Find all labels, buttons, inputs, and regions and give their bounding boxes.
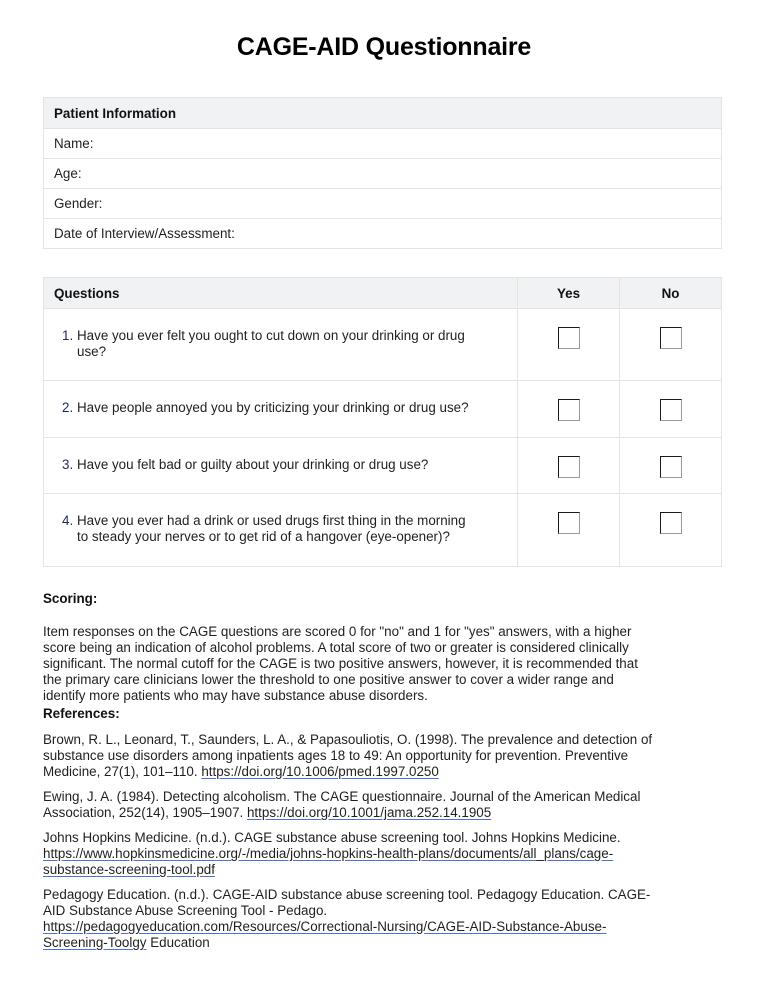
scoring-line: score being an indication of alcohol problems. A total score of two or greater is considered clinically — [43, 640, 629, 655]
questions-table — [43, 277, 722, 567]
reference-link[interactable]: https://www.hopkinsmedicine.org/-/media/johns-hopkins-health-plans/documents/all_plans/cage- — [43, 846, 614, 861]
reference-line: Ewing, J. A. (1984). Detecting alcoholism. The CAGE questionnaire. Journal of the American Medical — [43, 789, 641, 804]
question-number: 4. — [62, 513, 74, 528]
scoring-line: significant. The normal cutoff for the CAGE is two positive answers, however, it is recommended that — [43, 656, 638, 671]
question-text: Have you ever had a drink or used drugs first thing in the morning — [77, 513, 466, 528]
age-field[interactable]: Age: — [44, 159, 722, 189]
references-heading: References: — [43, 706, 120, 721]
question-row-3 — [44, 438, 722, 494]
question-number: 1. — [62, 328, 74, 343]
gender-field[interactable]: Gender: — [44, 189, 722, 219]
yes-checkbox-1[interactable] — [558, 327, 580, 349]
reference-line: Brown, R. L., Leonard, T., Saunders, L. A., & Papasouliotis, O. (1998). The prevalence and detection of — [43, 732, 653, 747]
reference-line: Medicine, 27(1), 101–110. — [43, 764, 202, 779]
name-field[interactable]: Name: — [44, 129, 722, 159]
scoring-line: Item responses on the CAGE questions are scored 0 for "no" and 1 for "yes" answers, with a higher — [43, 624, 632, 639]
scoring-line: the primary care clinicians lower the threshold to one positive answer to cover a wider range and — [43, 672, 614, 687]
scoring-heading: Scoring: — [43, 591, 98, 606]
question-row-2 — [44, 381, 722, 438]
reference-line: Association, 252(14), 1905–1907. — [43, 805, 247, 820]
no-checkbox-1[interactable] — [660, 327, 682, 349]
reference-link-cont[interactable]: substance-screening-tool.pdf — [43, 862, 215, 877]
reference-item — [43, 830, 723, 878]
reference-line: Pedagogy Education. (n.d.). CAGE-AID substance abuse screening tool. Pedagogy Education. CAGE- — [43, 887, 651, 902]
yes-checkbox-2[interactable] — [558, 399, 580, 421]
yes-header: Yes — [518, 278, 620, 309]
no-header: No — [620, 278, 722, 309]
questions-header: Questions — [44, 278, 518, 309]
question-number: 2. — [62, 400, 74, 415]
question-row-4 — [44, 494, 722, 567]
reference-item — [43, 887, 723, 951]
reference-link[interactable]: https://pedagogyeducation.com/Resources/Correctional-Nursing/CAGE-AID-Substance-Abuse- — [43, 919, 607, 934]
reference-link[interactable]: https://doi.org/10.1001/jama.252.14.1905 — [246, 805, 492, 820]
question-text-cont: use? — [77, 344, 107, 359]
question-row-1 — [44, 309, 722, 381]
reference-line: substance use disorders among inpatients ages 18 to 49: An opportunity for prevention. Preventive — [43, 748, 629, 763]
patient-info-table — [43, 97, 722, 249]
reference-line: AID Substance Abuse Screening Tool - Pedago. — [43, 903, 328, 918]
reference-line: Johns Hopkins Medicine. (n.d.). CAGE substance abuse screening tool. Johns Hopkins Medicine. — [43, 830, 621, 845]
scoring-line: identify more patients who may have substance abuse disorders. — [43, 688, 428, 703]
question-text-cont: to steady your nerves or to get rid of a hangover (eye-opener)? — [77, 529, 450, 544]
reference-item — [43, 732, 723, 780]
question-text: Have you felt bad or guilty about your drinking or drug use? — [77, 457, 429, 472]
no-checkbox-2[interactable] — [660, 399, 682, 421]
question-number: 3. — [62, 457, 74, 472]
question-text: Have you ever felt you ought to cut down on your drinking or drug — [77, 328, 465, 343]
yes-checkbox-4[interactable] — [558, 512, 580, 534]
no-checkbox-4[interactable] — [660, 512, 682, 534]
page-title: CAGE-AID Questionnaire — [236, 33, 532, 61]
reference-item — [43, 789, 723, 821]
reference-link[interactable]: https://doi.org/10.1006/pmed.1997.0250 — [201, 764, 439, 779]
scoring-text — [43, 624, 723, 704]
patient-info-header: Patient Information — [44, 98, 722, 129]
reference-line: Education — [146, 935, 210, 950]
date-field[interactable]: Date of Interview/Assessment: — [44, 219, 722, 249]
question-text: Have people annoyed you by criticizing your drinking or drug use? — [77, 400, 469, 415]
no-checkbox-3[interactable] — [660, 456, 682, 478]
reference-link-cont[interactable]: Screening-Toolgy — [43, 935, 147, 950]
yes-checkbox-3[interactable] — [558, 456, 580, 478]
